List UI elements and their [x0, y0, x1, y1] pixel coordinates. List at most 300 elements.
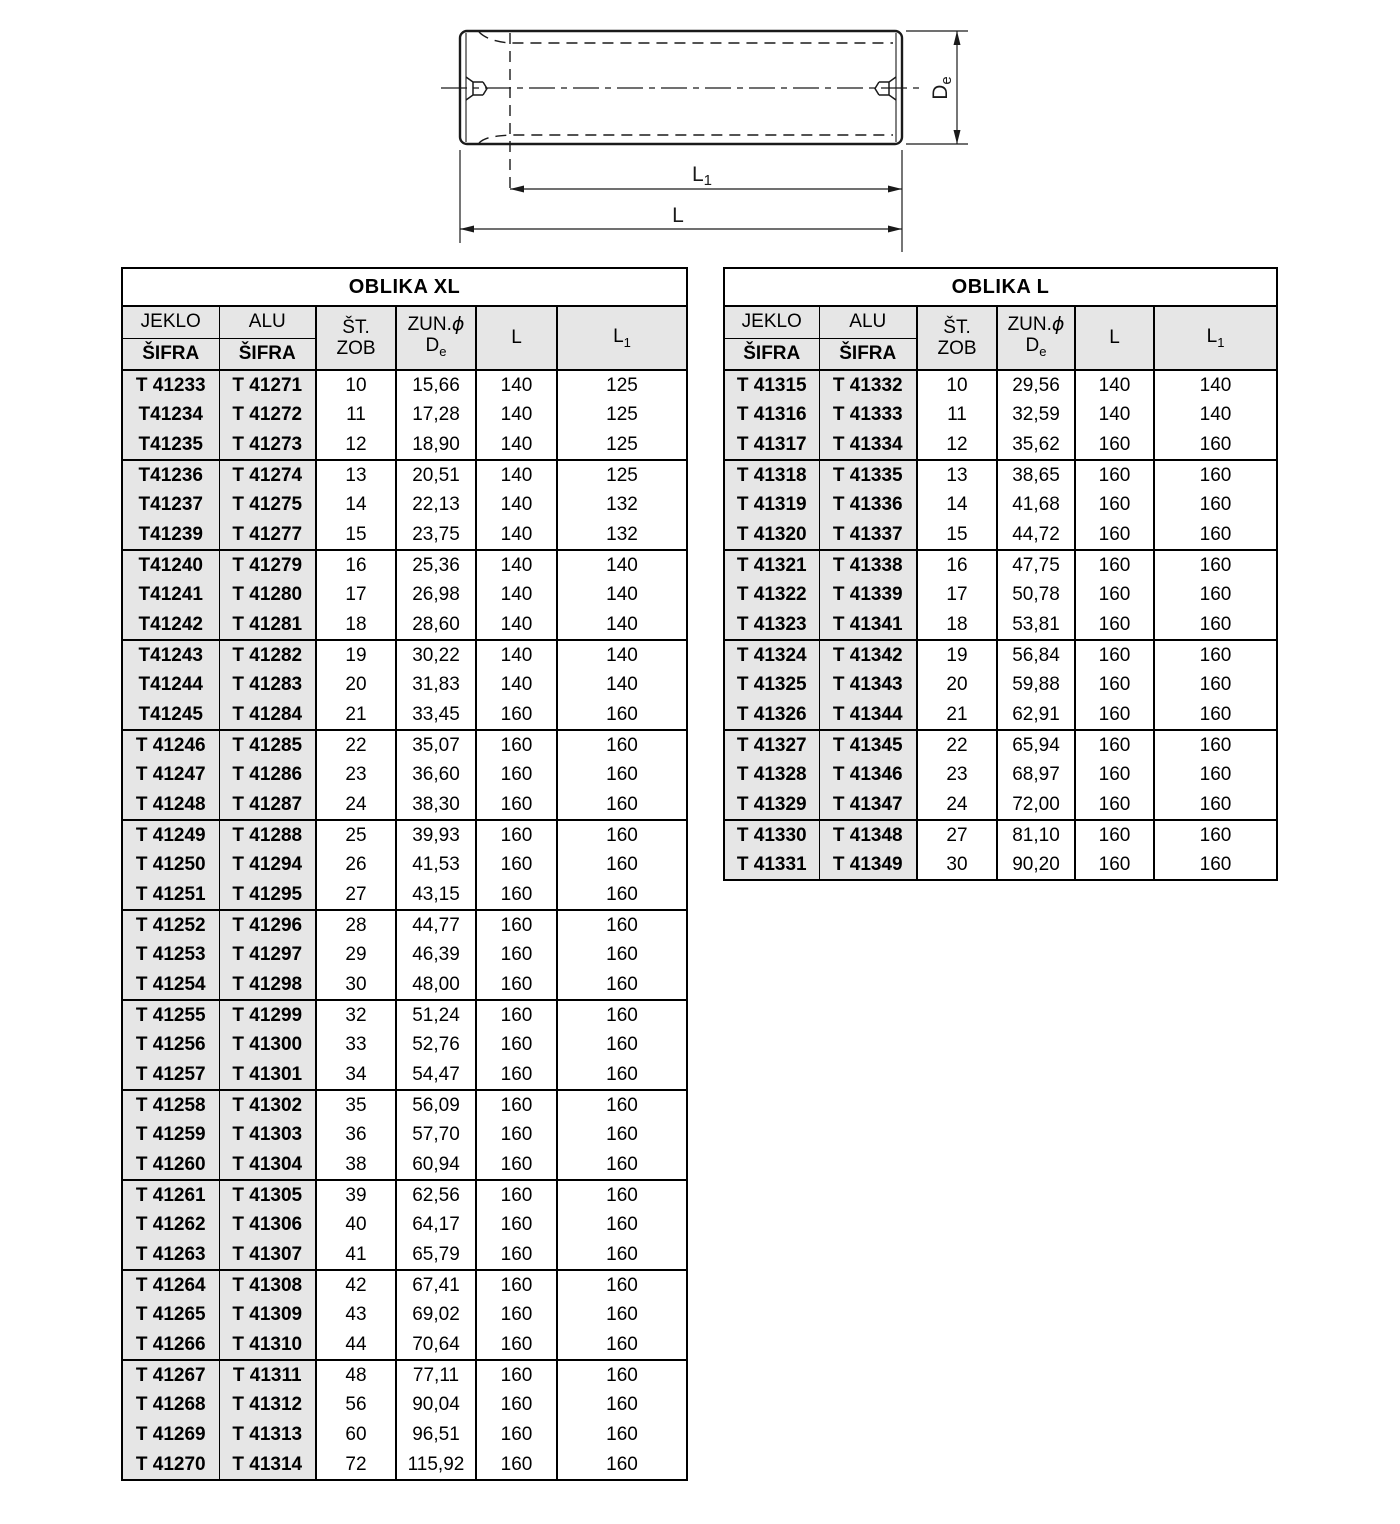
- code-cell: T 41331: [724, 850, 819, 880]
- row-group: [122, 1180, 687, 1270]
- code-cell: T 41287: [219, 790, 316, 820]
- code-cell: T 41269: [122, 1420, 219, 1450]
- value-cell: 38,65: [997, 460, 1075, 490]
- table-row: [122, 1120, 687, 1150]
- value-cell: 160: [557, 730, 687, 760]
- value-cell: 140: [476, 670, 557, 700]
- value-cell: 64,17: [396, 1210, 476, 1240]
- value-cell: 29: [316, 940, 396, 970]
- code-cell: T 41325: [724, 670, 819, 700]
- code-cell: T 41267: [122, 1360, 219, 1390]
- code-cell: T 41322: [724, 580, 819, 610]
- value-cell: 35: [316, 1090, 396, 1120]
- value-cell: 160: [1075, 460, 1154, 490]
- value-cell: 90,04: [396, 1390, 476, 1420]
- table-row: [122, 400, 687, 430]
- code-cell: T41237: [122, 490, 219, 520]
- col-header-zun-de: ZUN.ϕ $D_e$: [396, 306, 476, 370]
- table-row: [122, 970, 687, 1000]
- value-cell: 24: [917, 790, 997, 820]
- value-cell: 23: [316, 760, 396, 790]
- table-row: [724, 820, 1277, 850]
- row-group: [122, 370, 687, 460]
- table-row: [122, 1390, 687, 1420]
- value-cell: 30: [316, 970, 396, 1000]
- table-row: [122, 430, 687, 460]
- code-cell: T 41262: [122, 1210, 219, 1240]
- value-cell: 160: [1154, 790, 1277, 820]
- code-cell: T41234: [122, 400, 219, 430]
- value-cell: 35,62: [997, 430, 1075, 460]
- value-cell: 24: [316, 790, 396, 820]
- value-cell: 160: [557, 1120, 687, 1150]
- code-cell: T 41313: [219, 1420, 316, 1450]
- value-cell: 160: [1154, 640, 1277, 670]
- table-row: [122, 1180, 687, 1210]
- table-row: [122, 790, 687, 820]
- value-cell: 65,94: [997, 730, 1075, 760]
- value-cell: 41,53: [396, 850, 476, 880]
- value-cell: 160: [1154, 730, 1277, 760]
- value-cell: 160: [1154, 580, 1277, 610]
- code-cell: T 41338: [819, 550, 917, 580]
- code-cell: T 41301: [219, 1060, 316, 1090]
- value-cell: 140: [557, 670, 687, 700]
- value-cell: 41: [316, 1240, 396, 1270]
- value-cell: 160: [557, 1210, 687, 1240]
- value-cell: 140: [476, 640, 557, 670]
- table-row: [724, 400, 1277, 430]
- table-row: [724, 670, 1277, 700]
- value-cell: 160: [476, 940, 557, 970]
- value-cell: 125: [557, 460, 687, 490]
- value-cell: 48,00: [396, 970, 476, 1000]
- value-cell: 22,13: [396, 490, 476, 520]
- code-cell: T 41251: [122, 880, 219, 910]
- code-cell: T 41330: [724, 820, 819, 850]
- value-cell: 56,84: [997, 640, 1075, 670]
- code-cell: T 41265: [122, 1300, 219, 1330]
- value-cell: 160: [476, 1090, 557, 1120]
- col-header-st-zob: ŠT. ZOB: [917, 306, 997, 370]
- value-cell: 53,81: [997, 610, 1075, 640]
- value-cell: 56: [316, 1390, 396, 1420]
- table-row: [724, 460, 1277, 490]
- value-cell: 140: [557, 580, 687, 610]
- value-cell: 70,64: [396, 1330, 476, 1360]
- value-cell: 67,41: [396, 1270, 476, 1300]
- value-cell: 60,94: [396, 1150, 476, 1180]
- value-cell: 160: [476, 820, 557, 850]
- value-cell: 160: [1154, 550, 1277, 580]
- value-cell: 19: [316, 640, 396, 670]
- table-row: [122, 1060, 687, 1090]
- value-cell: 20: [316, 670, 396, 700]
- value-cell: 16: [316, 550, 396, 580]
- code-cell: T 41307: [219, 1240, 316, 1270]
- l1-label: L1: [691, 163, 713, 189]
- code-cell: T 41268: [122, 1390, 219, 1420]
- code-cell: T 41302: [219, 1090, 316, 1120]
- table-row: [122, 1240, 687, 1270]
- table-row: [122, 1360, 687, 1390]
- row-group: [122, 1000, 687, 1090]
- value-cell: 140: [476, 490, 557, 520]
- row-group: [122, 1090, 687, 1180]
- value-cell: 140: [557, 640, 687, 670]
- value-cell: 60: [316, 1420, 396, 1450]
- value-cell: 160: [476, 790, 557, 820]
- code-cell: T 41333: [819, 400, 917, 430]
- value-cell: 17: [316, 580, 396, 610]
- value-cell: 25,36: [396, 550, 476, 580]
- value-cell: 140: [557, 550, 687, 580]
- value-cell: 140: [476, 580, 557, 610]
- value-cell: 81,10: [997, 820, 1075, 850]
- value-cell: 160: [1075, 520, 1154, 550]
- code-cell: T 41327: [724, 730, 819, 760]
- code-cell: T 41298: [219, 970, 316, 1000]
- value-cell: 35,07: [396, 730, 476, 760]
- value-cell: 160: [1154, 700, 1277, 730]
- value-cell: 43: [316, 1300, 396, 1330]
- value-cell: 20: [917, 670, 997, 700]
- value-cell: 22: [316, 730, 396, 760]
- value-cell: 160: [476, 1450, 557, 1480]
- code-cell: T41241: [122, 580, 219, 610]
- code-cell: T 41261: [122, 1180, 219, 1210]
- value-cell: 15: [917, 520, 997, 550]
- code-cell: T 41246: [122, 730, 219, 760]
- value-cell: 160: [476, 850, 557, 880]
- value-cell: 140: [476, 520, 557, 550]
- value-cell: 25: [316, 820, 396, 850]
- value-cell: 20,51: [396, 460, 476, 490]
- value-cell: 59,88: [997, 670, 1075, 700]
- value-cell: 34: [316, 1060, 396, 1090]
- code-cell: T 41320: [724, 520, 819, 550]
- table-row: [724, 850, 1277, 880]
- value-cell: 10: [316, 370, 396, 400]
- col-header-l: L: [1075, 306, 1154, 370]
- table-row: [122, 670, 687, 700]
- value-cell: 27: [917, 820, 997, 850]
- code-cell: T41245: [122, 700, 219, 730]
- code-cell: T 41312: [219, 1390, 316, 1420]
- col-header-sifra-alu: ŠIFRA: [819, 338, 917, 370]
- value-cell: 160: [476, 730, 557, 760]
- col-header-sifra-alu: ŠIFRA: [219, 338, 316, 370]
- value-cell: 19: [917, 640, 997, 670]
- value-cell: 18,90: [396, 430, 476, 460]
- value-cell: 33: [316, 1030, 396, 1060]
- table-row: [122, 580, 687, 610]
- value-cell: 52,76: [396, 1030, 476, 1060]
- row-group: [122, 1360, 687, 1480]
- value-cell: 26: [316, 850, 396, 880]
- value-cell: 160: [1154, 610, 1277, 640]
- bore-dashed-top: [479, 32, 893, 43]
- value-cell: 160: [1075, 730, 1154, 760]
- row-group: [122, 550, 687, 640]
- table-row: [122, 1330, 687, 1360]
- value-cell: 18: [917, 610, 997, 640]
- code-cell: T 41345: [819, 730, 917, 760]
- value-cell: 56,09: [396, 1090, 476, 1120]
- table-row: [122, 850, 687, 880]
- table-row: [122, 490, 687, 520]
- table-row: [122, 1210, 687, 1240]
- value-cell: 32: [316, 1000, 396, 1030]
- value-cell: 160: [557, 1060, 687, 1090]
- code-cell: T 41283: [219, 670, 316, 700]
- value-cell: 62,91: [997, 700, 1075, 730]
- code-cell: T 41336: [819, 490, 917, 520]
- value-cell: 44,77: [396, 910, 476, 940]
- table-row: [122, 460, 687, 490]
- code-cell: T 41260: [122, 1150, 219, 1180]
- row-group: [724, 370, 1277, 460]
- code-cell: T 41297: [219, 940, 316, 970]
- value-cell: 160: [1154, 430, 1277, 460]
- code-cell: T 41309: [219, 1300, 316, 1330]
- value-cell: 11: [917, 400, 997, 430]
- de-label: De: [929, 76, 955, 100]
- table-row: [122, 1090, 687, 1120]
- value-cell: 160: [1154, 460, 1277, 490]
- code-cell: T 41303: [219, 1120, 316, 1150]
- value-cell: 160: [1075, 820, 1154, 850]
- code-cell: T 41284: [219, 700, 316, 730]
- code-cell: T 41247: [122, 760, 219, 790]
- value-cell: 160: [1154, 490, 1277, 520]
- value-cell: 160: [557, 1420, 687, 1450]
- code-cell: T 41308: [219, 1270, 316, 1300]
- value-cell: 115,92: [396, 1450, 476, 1480]
- code-cell: T 41335: [819, 460, 917, 490]
- value-cell: 43,15: [396, 880, 476, 910]
- table-row: [724, 490, 1277, 520]
- value-cell: 62,56: [396, 1180, 476, 1210]
- value-cell: 48: [316, 1360, 396, 1390]
- value-cell: 140: [1154, 400, 1277, 430]
- value-cell: 160: [557, 1360, 687, 1390]
- value-cell: 160: [557, 1180, 687, 1210]
- value-cell: 12: [316, 430, 396, 460]
- value-cell: 46,39: [396, 940, 476, 970]
- value-cell: 160: [476, 1210, 557, 1240]
- table-row: [122, 880, 687, 910]
- value-cell: 57,70: [396, 1120, 476, 1150]
- code-cell: T 41285: [219, 730, 316, 760]
- value-cell: 125: [557, 430, 687, 460]
- code-cell: T 41271: [219, 370, 316, 400]
- col-header-alu: ALU: [819, 306, 917, 338]
- code-cell: T 41270: [122, 1450, 219, 1480]
- value-cell: 31,83: [396, 670, 476, 700]
- col-header-st-zob: ŠT. ZOB: [316, 306, 396, 370]
- table-row: [122, 640, 687, 670]
- code-cell: T 41259: [122, 1120, 219, 1150]
- table-header: [122, 268, 687, 370]
- table-row: [122, 1420, 687, 1450]
- code-cell: T41236: [122, 460, 219, 490]
- arrowhead: [888, 186, 902, 193]
- value-cell: 28,60: [396, 610, 476, 640]
- value-cell: 140: [476, 550, 557, 580]
- code-cell: T 41294: [219, 850, 316, 880]
- code-cell: T 41311: [219, 1360, 316, 1390]
- bore-dashed-bottom: [479, 135, 893, 143]
- code-cell: T 41306: [219, 1210, 316, 1240]
- code-cell: T 41349: [819, 850, 917, 880]
- value-cell: 140: [476, 460, 557, 490]
- table-row: [122, 940, 687, 970]
- code-cell: T 41343: [819, 670, 917, 700]
- value-cell: 160: [557, 940, 687, 970]
- value-cell: 125: [557, 370, 687, 400]
- value-cell: 21: [917, 700, 997, 730]
- value-cell: 26,98: [396, 580, 476, 610]
- value-cell: 160: [1154, 820, 1277, 850]
- code-cell: T 41264: [122, 1270, 219, 1300]
- table-row: [122, 1030, 687, 1060]
- col-header-alu: ALU: [219, 306, 316, 338]
- col-header-jeklo: JEKLO: [122, 306, 219, 338]
- value-cell: 160: [1075, 790, 1154, 820]
- code-cell: T 41280: [219, 580, 316, 610]
- l-label: L: [672, 204, 684, 227]
- value-cell: 21: [316, 700, 396, 730]
- value-cell: 160: [557, 1270, 687, 1300]
- col-header-l1: $L_1$: [1154, 306, 1277, 370]
- table-row: [122, 550, 687, 580]
- table-header: [724, 268, 1277, 370]
- value-cell: 160: [557, 1240, 687, 1270]
- arrowhead: [954, 31, 961, 45]
- value-cell: 160: [1154, 760, 1277, 790]
- value-cell: 140: [476, 610, 557, 640]
- value-cell: 23,75: [396, 520, 476, 550]
- code-cell: T 41348: [819, 820, 917, 850]
- value-cell: 160: [476, 970, 557, 1000]
- value-cell: 125: [557, 400, 687, 430]
- table-row: [724, 760, 1277, 790]
- table-row: [122, 820, 687, 850]
- value-cell: 160: [476, 700, 557, 730]
- value-cell: 30,22: [396, 640, 476, 670]
- code-cell: T 41275: [219, 490, 316, 520]
- table-row: [724, 550, 1277, 580]
- value-cell: 160: [557, 1000, 687, 1030]
- value-cell: 69,02: [396, 1300, 476, 1330]
- code-cell: T 41346: [819, 760, 917, 790]
- value-cell: 160: [476, 1390, 557, 1420]
- value-cell: 160: [476, 880, 557, 910]
- code-cell: T 41281: [219, 610, 316, 640]
- value-cell: 160: [557, 760, 687, 790]
- code-cell: T 41253: [122, 940, 219, 970]
- value-cell: 15,66: [396, 370, 476, 400]
- code-cell: T 41288: [219, 820, 316, 850]
- value-cell: 41,68: [997, 490, 1075, 520]
- value-cell: 160: [476, 1330, 557, 1360]
- row-group: [122, 910, 687, 1000]
- table-row: [122, 1000, 687, 1030]
- value-cell: 15: [316, 520, 396, 550]
- arrowhead: [510, 186, 524, 193]
- code-cell: T 41310: [219, 1330, 316, 1360]
- value-cell: 42: [316, 1270, 396, 1300]
- value-cell: 38,30: [396, 790, 476, 820]
- code-cell: T 41296: [219, 910, 316, 940]
- value-cell: 96,51: [396, 1420, 476, 1450]
- code-cell: T 41249: [122, 820, 219, 850]
- value-cell: 160: [557, 1450, 687, 1480]
- code-cell: T41244: [122, 670, 219, 700]
- code-cell: T 41332: [819, 370, 917, 400]
- code-cell: T 41254: [122, 970, 219, 1000]
- row-group: [122, 820, 687, 910]
- oblika-l-table: [723, 267, 1278, 881]
- value-cell: 140: [476, 370, 557, 400]
- code-cell: T 41299: [219, 1000, 316, 1030]
- value-cell: 27: [316, 880, 396, 910]
- code-cell: T 41334: [819, 430, 917, 460]
- code-cell: T 41233: [122, 370, 219, 400]
- col-header-l1: $L_1$: [557, 306, 687, 370]
- code-cell: T 41305: [219, 1180, 316, 1210]
- row-group: [724, 820, 1277, 880]
- value-cell: 17: [917, 580, 997, 610]
- value-cell: 160: [476, 1240, 557, 1270]
- code-cell: T 41258: [122, 1090, 219, 1120]
- table-row: [122, 1150, 687, 1180]
- code-cell: T 41250: [122, 850, 219, 880]
- row-group: [122, 730, 687, 820]
- oblika-xl-table: [121, 267, 688, 1481]
- value-cell: 160: [476, 1000, 557, 1030]
- code-cell: T 41326: [724, 700, 819, 730]
- value-cell: 44,72: [997, 520, 1075, 550]
- value-cell: 23: [917, 760, 997, 790]
- table-row: [122, 1270, 687, 1300]
- col-header-sifra-jeklo: ŠIFRA: [122, 338, 219, 370]
- value-cell: 50,78: [997, 580, 1075, 610]
- code-cell: T 41329: [724, 790, 819, 820]
- value-cell: 14: [917, 490, 997, 520]
- code-cell: T 41321: [724, 550, 819, 580]
- value-cell: 160: [1075, 610, 1154, 640]
- value-cell: 17,28: [396, 400, 476, 430]
- table-row: [724, 370, 1277, 400]
- value-cell: 54,47: [396, 1060, 476, 1090]
- code-cell: T 41323: [724, 610, 819, 640]
- row-group: [724, 550, 1277, 640]
- value-cell: 160: [557, 700, 687, 730]
- value-cell: 160: [557, 1150, 687, 1180]
- value-cell: 160: [476, 1270, 557, 1300]
- row-group: [724, 640, 1277, 730]
- table-row: [724, 640, 1277, 670]
- table-row: [724, 700, 1277, 730]
- code-cell: T41243: [122, 640, 219, 670]
- table-row: [122, 910, 687, 940]
- value-cell: 12: [917, 430, 997, 460]
- value-cell: 160: [557, 820, 687, 850]
- value-cell: 160: [557, 970, 687, 1000]
- value-cell: 160: [1075, 550, 1154, 580]
